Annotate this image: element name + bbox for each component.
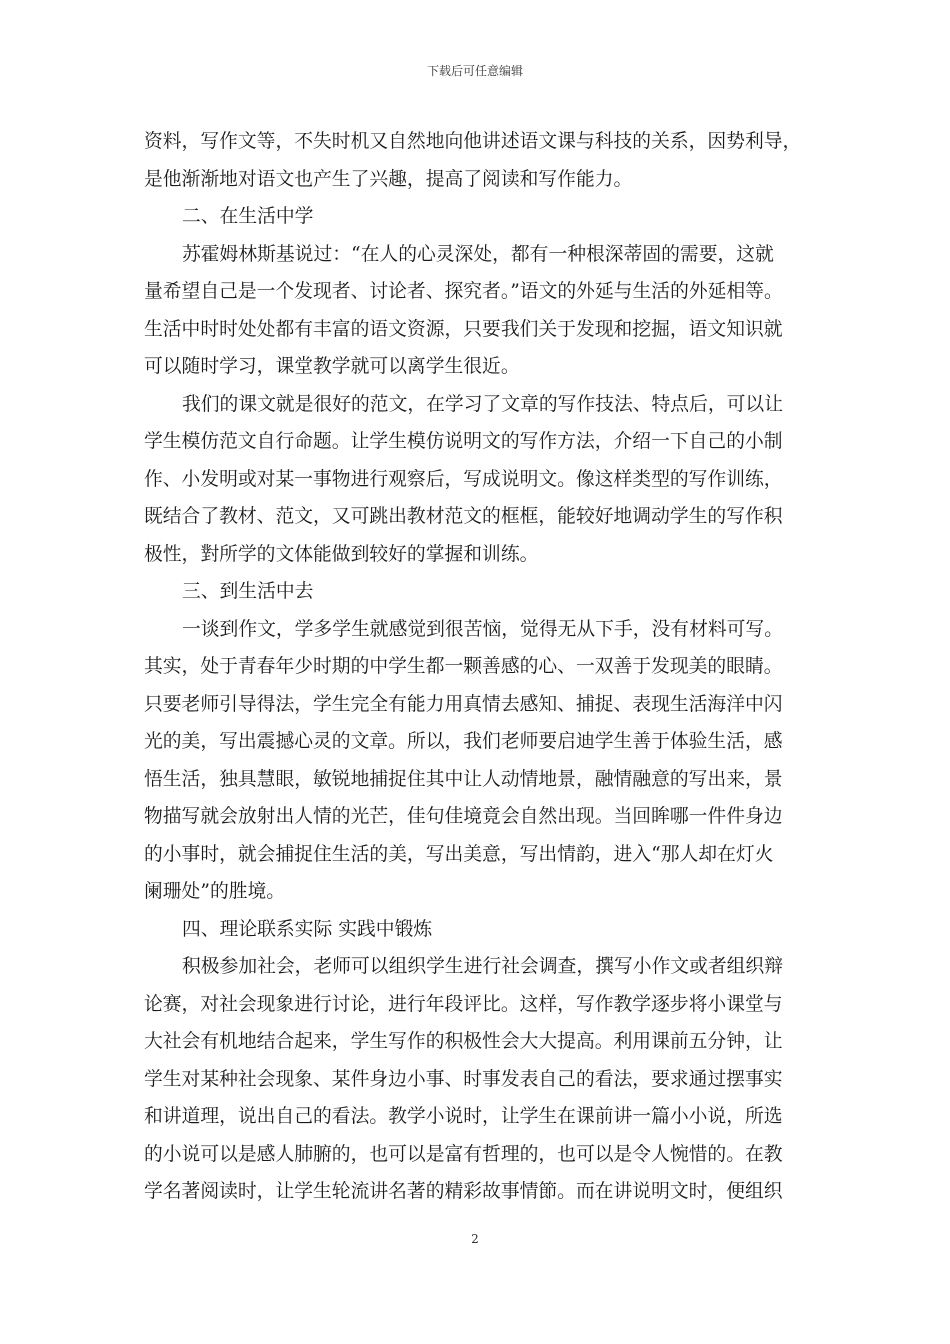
text-line: 作、小发明或对某一事物进行观察后，写成说明文。像这样类型的写作训练，: [144, 468, 783, 490]
text-line: 可以随时学习，课堂教学就可以离学生很近。: [144, 356, 520, 377]
text-line: 的小说可以是感人肺腑的，也可以是富有哲理的，也可以是令人惋惜的。在教: [144, 1143, 783, 1165]
text-line: 其实，处于青春年少时期的中学生都一颗善感的心、一双善于发现美的眼睛。: [144, 656, 783, 677]
text-line: 三、到生活中去: [182, 581, 314, 602]
text-line: 是他渐渐地对语文也产生了兴趣，提高了阅读和写作能力。: [144, 168, 633, 190]
text-line: 大社会有机地结合起来，学生写作的积极性会大大提高。利用课前五分钟，让: [144, 1031, 783, 1052]
text-line: 量希望自己是一个发现者、讨论者、探究者。”语文的外延与生活的外延相等。: [144, 281, 783, 302]
text-line: 和讲道理，说出自己的看法。教学小说时，让学生在课前讲一篇小小说，所选: [144, 1106, 783, 1127]
text-line: 阑珊处”的胜境。: [144, 881, 286, 902]
text-line: 悟生活，独具慧眼，敏锐地捕捉住其中让人动情地景，融情融意的写出来，景: [144, 768, 783, 790]
text-line: 生活中时时处处都有丰富的语文资源，只要我们关于发现和挖掘，语文知识就: [144, 318, 783, 340]
text-line: 资料，写作文等，不失时机又自然地向他讲述语文课与科技的关系，因势利导，: [144, 131, 802, 152]
text-line: 学生对某种社会现象、某件身边小事、时事发表自己的看法，要求通过摆事实: [144, 1068, 783, 1090]
page-header: 下载后可任意编辑: [426, 64, 523, 78]
text-line: 学生模仿范文自行命题。让学生模仿说明文的写作方法，介绍一下自己的小制: [144, 431, 783, 452]
text-line: 二、在生活中学: [182, 206, 314, 227]
text-line: 物描写就会放射出人情的光芒，佳句佳境竟会自然出现。当回眸哪一件件身边: [144, 806, 783, 827]
text-line: 的小事时，就会捕捉住生活的美，写出美意，写出情韵，进入“那人却在灯火: [144, 843, 774, 865]
text-line: 四、理论联系实际 实践中锻炼: [182, 918, 433, 940]
page-number: 2: [471, 1232, 479, 1246]
text-line: 我们的课文就是很好的范文，在学习了文章的写作技法、特点后，可以让: [182, 393, 783, 415]
text-line: 学名著阅读时，让学生轮流讲名著的精彩故事情節。而在讲说明文时，便组织: [144, 1181, 783, 1202]
text-line: 积极参加社会，老师可以组织学生进行社会调查，撰写小作文或者组织辩: [182, 956, 783, 977]
text-line: 极性，對所学的文体能做到较好的掌握和训练。: [144, 543, 539, 565]
text-line: 只要老师引导得法，学生完全有能力用真情去感知、捕捉、表现生活海洋中闪: [144, 693, 783, 715]
text-line: 既结合了教材、范文，又可跳出教材范文的框框，能较好地调动学生的写作积: [144, 506, 783, 527]
text-line: 光的美，写出震撼心灵的文章。所以，我们老师要启迪学生善于体验生活，感: [144, 731, 783, 752]
text-line: 论赛，对社会现象进行讨论，进行年段评比。这样，写作教学逐步将小课堂与: [144, 993, 783, 1015]
text-line: 苏霍姆林斯基说过：“在人的心灵深处，都有一种根深蒂固的需要，这就: [182, 243, 774, 265]
document-body: [144, 123, 820, 1211]
text-line: 一谈到作文，学多学生就感觉到很苦恼，觉得无从下手，没有材料可写。: [182, 618, 783, 640]
